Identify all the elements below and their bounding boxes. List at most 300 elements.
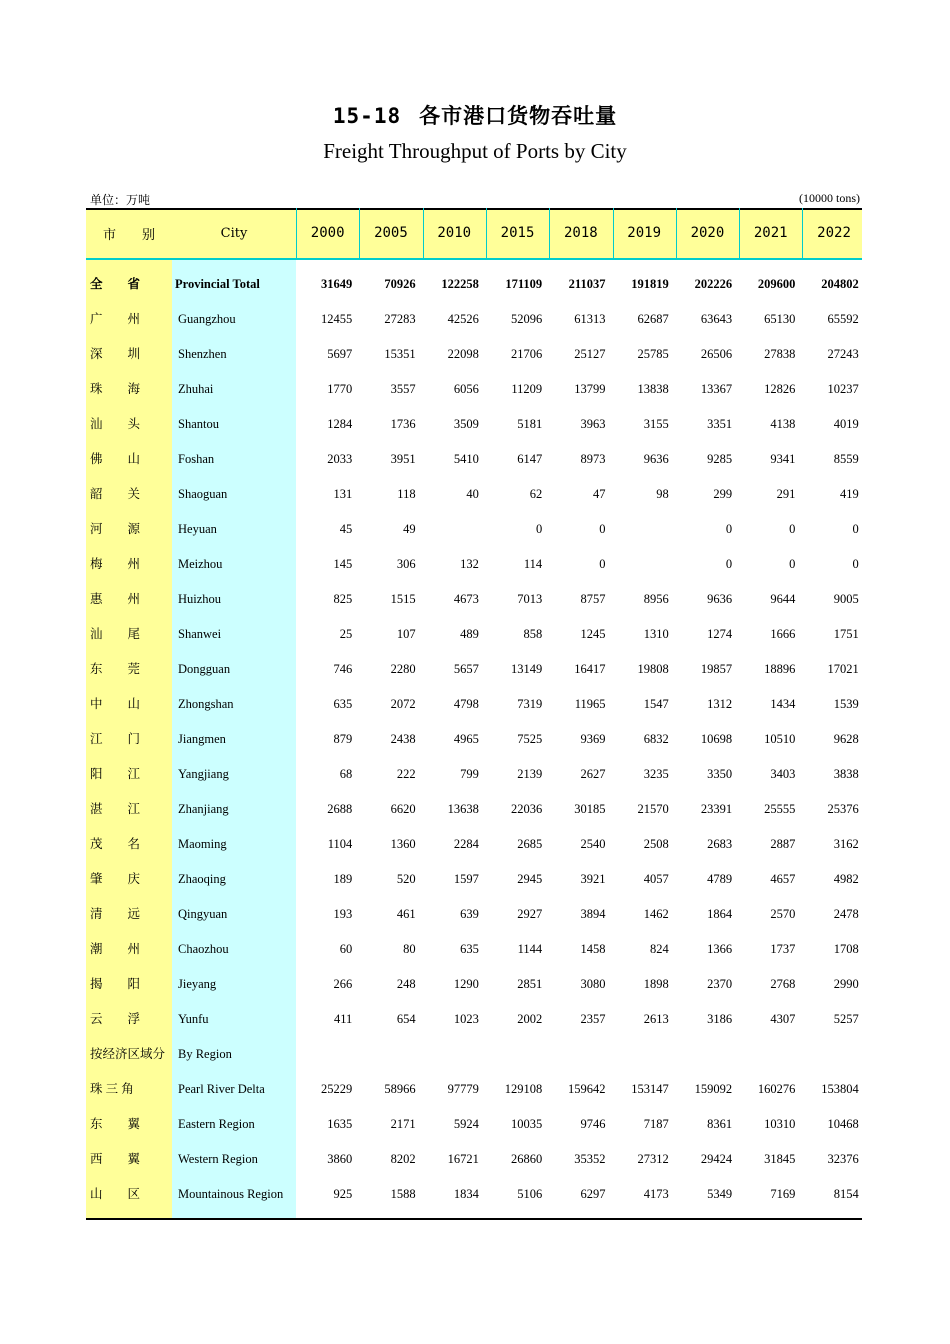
cell-2018: 2357 — [580, 1012, 606, 1026]
table-row — [86, 722, 862, 757]
cell-2018: 61313 — [574, 312, 606, 326]
cell-2020: 13367 — [700, 382, 733, 396]
cell-2021: 3403 — [770, 767, 796, 781]
cell-2018: 1458 — [580, 942, 606, 956]
row-city-en: Qingyuan — [178, 907, 228, 921]
row-city-en: Pearl River Delta — [178, 1082, 265, 1096]
cell-2010: 5924 — [453, 1117, 479, 1131]
cell-2000: 2688 — [327, 802, 353, 816]
cell-2000: 131 — [333, 487, 353, 501]
cell-2020: 2683 — [707, 837, 733, 851]
row-city-en: Zhaoqing — [178, 872, 226, 886]
cell-2015: 858 — [523, 627, 543, 641]
cell-2020: 159092 — [694, 1082, 733, 1096]
cell-2000: 266 — [333, 977, 353, 991]
cell-2015: 114 — [523, 557, 543, 571]
cell-2018: 9369 — [580, 732, 606, 746]
cell-2022: 27243 — [827, 347, 859, 361]
row-city-en: Guangzhou — [178, 312, 236, 326]
table-row — [86, 757, 862, 792]
cell-2018: 3894 — [580, 907, 606, 921]
cell-2000: 189 — [333, 872, 353, 886]
cell-2000: 825 — [333, 592, 353, 606]
cell-2010: 16721 — [447, 1152, 479, 1166]
row-city-en: Chaozhou — [178, 942, 229, 956]
cell-2015: 21706 — [510, 347, 543, 361]
cell-2019: 2508 — [643, 837, 669, 851]
table-row — [86, 582, 862, 617]
row-city-en: By Region — [178, 1047, 232, 1061]
cell-2020 — [676, 1037, 732, 1072]
cell-2022: 153804 — [821, 1082, 859, 1096]
cell-2018: 13799 — [574, 382, 606, 396]
cell-2021: 7169 — [770, 1187, 796, 1201]
cell-2005: 8202 — [390, 1152, 416, 1166]
cell-2019: 824 — [650, 942, 669, 956]
cell-2019: 25785 — [637, 347, 669, 361]
row-city-en: Maoming — [178, 837, 227, 851]
row-city-cn: 东 翼 — [90, 1117, 141, 1131]
cell-2021: 2768 — [770, 977, 796, 991]
cell-2019: 3235 — [643, 767, 669, 781]
cell-2019: 1898 — [643, 977, 669, 991]
cell-2015: 26860 — [510, 1152, 543, 1166]
table-row — [86, 547, 862, 582]
header-year-2018: 2018 — [563, 225, 598, 241]
cell-2020: 1274 — [707, 627, 733, 641]
header-city-en: City — [220, 225, 248, 241]
cell-2000: 411 — [334, 1012, 353, 1026]
table-row — [86, 617, 862, 652]
header-year-2010: 2010 — [437, 225, 472, 241]
cell-2022: 10468 — [827, 1117, 859, 1131]
cell-2015: 2927 — [517, 907, 543, 921]
cell-2022: 10237 — [827, 382, 859, 396]
cell-2005: 15351 — [384, 347, 416, 361]
cell-2000: 68 — [339, 767, 353, 781]
cell-2010: 40 — [466, 487, 479, 501]
cell-2015: 22036 — [510, 802, 543, 816]
row-city-en: Provincial Total — [175, 277, 260, 291]
cell-2019: 153147 — [631, 1082, 669, 1096]
table-row — [86, 442, 862, 477]
row-city-cn: 清 远 — [90, 907, 141, 921]
cell-2015: 13149 — [510, 662, 543, 676]
cell-2019: 9636 — [643, 452, 669, 466]
table-row — [86, 687, 862, 722]
cell-2022: 8559 — [833, 452, 859, 466]
table-bottom-rule — [86, 1218, 862, 1220]
cell-2010: 22098 — [447, 347, 479, 361]
cell-2020: 10698 — [700, 732, 733, 746]
cell-2018: 1245 — [580, 627, 606, 641]
row-city-cn: 韶 关 — [90, 487, 141, 501]
table-row — [86, 407, 862, 442]
cell-2021: 25555 — [764, 802, 796, 816]
cell-2015: 11209 — [511, 382, 543, 396]
cell-2019: 2613 — [643, 1012, 669, 1026]
table-row — [86, 512, 862, 547]
cell-2005: 3557 — [390, 382, 416, 396]
cell-2021: 160276 — [757, 1082, 796, 1096]
table-row — [86, 1037, 862, 1072]
cell-2000: 25 — [339, 627, 353, 641]
row-city-en: Foshan — [178, 452, 215, 466]
cell-2000 — [296, 1037, 352, 1072]
cell-2019: 3155 — [643, 417, 669, 431]
row-city-en: Yangjiang — [178, 767, 229, 781]
cell-2010: 2284 — [453, 837, 479, 851]
cell-2019: 4173 — [643, 1187, 669, 1201]
cell-2005: 70926 — [384, 277, 416, 291]
table-row — [86, 792, 862, 827]
cell-2010: 4965 — [453, 732, 479, 746]
page-title-en: Freight Throughput of Ports by City — [323, 139, 627, 163]
cell-2022: 2478 — [833, 907, 859, 921]
cell-2005: 222 — [396, 767, 416, 781]
cell-2022: 3838 — [833, 767, 859, 781]
cell-2018: 35352 — [574, 1152, 606, 1166]
cell-2020: 3186 — [707, 1012, 733, 1026]
cell-2021: 4657 — [770, 872, 796, 886]
row-city-en: Zhanjiang — [178, 802, 229, 816]
cell-2022: 32376 — [827, 1152, 859, 1166]
cell-2021: 4307 — [770, 1012, 796, 1026]
cell-2010: 5410 — [453, 452, 479, 466]
cell-2019: 98 — [656, 487, 669, 501]
cell-2019: 1547 — [643, 697, 669, 711]
row-city-en: Zhuhai — [178, 382, 214, 396]
cell-2022: 9628 — [833, 732, 859, 746]
table-row — [86, 932, 862, 967]
cell-2005: 654 — [396, 1012, 416, 1026]
page-title-cn: 15-18 各市港口货物吞吐量 — [332, 104, 618, 128]
cell-2015: 5106 — [517, 1187, 543, 1201]
cell-2020: 3351 — [707, 417, 733, 431]
row-city-en: Jieyang — [178, 977, 217, 991]
cell-2005: 461 — [396, 907, 416, 921]
row-city-en: Western Region — [178, 1152, 258, 1166]
cell-2019: 7187 — [643, 1117, 669, 1131]
row-city-en: Mountainous Region — [178, 1187, 284, 1201]
row-city-cn: 云 浮 — [90, 1012, 141, 1026]
cell-2018: 11965 — [574, 697, 606, 711]
cell-2015: 0 — [535, 522, 543, 536]
cell-2020: 19857 — [700, 662, 733, 676]
cell-2019: 8956 — [643, 592, 669, 606]
cell-2000: 145 — [333, 557, 353, 571]
cell-2005: 1736 — [390, 417, 416, 431]
cell-2022: 1539 — [833, 697, 859, 711]
cell-2015: 52096 — [510, 312, 543, 326]
cell-2021: 18896 — [764, 662, 796, 676]
row-city-cn: 按经济区域分 — [90, 1047, 166, 1061]
cell-2019: 19808 — [637, 662, 669, 676]
cell-2018: 0 — [599, 522, 606, 536]
cell-2018: 159642 — [567, 1082, 606, 1096]
cell-2005: 3951 — [390, 452, 416, 466]
cell-2010: 132 — [460, 557, 479, 571]
row-city-cn: 梅 州 — [90, 557, 141, 571]
cell-2018: 2627 — [580, 767, 606, 781]
cell-2000: 5697 — [327, 347, 353, 361]
row-city-cn: 佛 山 — [90, 452, 141, 466]
cell-2020: 9285 — [707, 452, 733, 466]
cell-2000: 60 — [339, 942, 353, 956]
cell-2021: 0 — [789, 522, 796, 536]
table-row — [86, 1177, 862, 1212]
row-city-cn: 河 源 — [90, 522, 141, 536]
cell-2010: 1597 — [453, 872, 479, 886]
cell-2005: 1588 — [390, 1187, 416, 1201]
header-year-2005: 2005 — [374, 225, 408, 241]
cell-2000: 746 — [333, 662, 353, 676]
table-row — [86, 302, 862, 337]
cell-2020: 0 — [725, 522, 733, 536]
row-city-cn: 汕 尾 — [90, 627, 141, 641]
cell-2021: 1666 — [770, 627, 796, 641]
cell-2000: 25229 — [321, 1082, 353, 1096]
cell-2005: 58966 — [384, 1082, 416, 1096]
cell-2005: 2072 — [390, 697, 416, 711]
cell-2022 — [802, 1037, 858, 1072]
cell-2019: 6832 — [643, 732, 669, 746]
cell-2010: 4673 — [453, 592, 479, 606]
cell-2015: 7525 — [517, 732, 543, 746]
cell-2021: 2570 — [770, 907, 796, 921]
row-city-cn: 汕 头 — [90, 417, 141, 431]
unit-label-en: (10000 tons) — [799, 191, 860, 205]
cell-2015: 129108 — [504, 1082, 543, 1096]
row-city-en: Jiangmen — [178, 732, 226, 746]
cell-2019: 191819 — [631, 277, 669, 291]
cell-2005: 2171 — [390, 1117, 416, 1131]
cell-2010: 122258 — [441, 277, 479, 291]
cell-2015: 7013 — [517, 592, 543, 606]
cell-2022: 4019 — [833, 417, 859, 431]
cell-2019: 62687 — [637, 312, 669, 326]
cell-2015: 171109 — [505, 277, 543, 291]
cell-2021: 12826 — [764, 382, 796, 396]
cell-2020: 1366 — [707, 942, 733, 956]
row-city-en: Heyuan — [178, 522, 217, 536]
cell-2020: 299 — [713, 487, 733, 501]
cell-2019: 1310 — [643, 627, 669, 641]
cell-2005: 1515 — [390, 592, 416, 606]
row-city-en: Meizhou — [178, 557, 223, 571]
cell-2022: 5257 — [833, 1012, 859, 1026]
cell-2005: 306 — [396, 557, 416, 571]
row-city-cn: 深 圳 — [90, 347, 141, 361]
cell-2010: 799 — [460, 767, 479, 781]
cell-2018: 211037 — [568, 277, 606, 291]
row-city-en: Zhongshan — [178, 697, 234, 711]
row-city-en: Yunfu — [178, 1012, 209, 1026]
cell-2018: 30185 — [574, 802, 606, 816]
cell-2000: 193 — [333, 907, 353, 921]
cell-2021: 2887 — [770, 837, 796, 851]
cell-2005: 6620 — [390, 802, 416, 816]
cell-2010: 489 — [460, 627, 479, 641]
cell-2000: 45 — [339, 522, 353, 536]
cell-2021: 209600 — [757, 277, 796, 291]
row-city-cn: 西 翼 — [90, 1152, 141, 1166]
cell-2022: 3162 — [833, 837, 859, 851]
cell-2018: 2540 — [580, 837, 606, 851]
header-year-2000: 2000 — [310, 225, 345, 241]
table-row — [86, 1002, 862, 1037]
cell-2018 — [549, 1037, 605, 1072]
row-city-cn: 惠 州 — [90, 592, 141, 606]
table-row — [86, 967, 862, 1002]
cell-2000: 925 — [333, 1187, 353, 1201]
row-city-cn: 肇 庆 — [90, 872, 141, 886]
cell-2021: 9644 — [770, 592, 796, 606]
header-year-2022: 2022 — [817, 225, 851, 241]
row-city-cn: 江 门 — [90, 732, 141, 746]
cell-2018: 3963 — [580, 417, 606, 431]
cell-2021: 291 — [776, 487, 796, 501]
table-number: 15-18 — [332, 104, 402, 128]
cell-2020: 1864 — [707, 907, 733, 921]
cell-2020: 29424 — [700, 1152, 733, 1166]
cell-2005: 49 — [403, 522, 416, 536]
cell-2018: 6297 — [580, 1187, 606, 1201]
cell-2010: 1023 — [453, 1012, 479, 1026]
cell-2020: 4789 — [707, 872, 733, 886]
table-row — [86, 862, 862, 897]
cell-2021: 65130 — [764, 312, 796, 326]
header-year-2021: 2021 — [753, 225, 788, 241]
cell-2018: 3080 — [580, 977, 606, 991]
header-year-2015: 2015 — [500, 225, 535, 241]
table-row — [86, 897, 862, 932]
cell-2015: 2002 — [517, 1012, 543, 1026]
cell-2005: 2280 — [390, 662, 416, 676]
cell-2021: 10310 — [764, 1117, 796, 1131]
cell-2000: 2033 — [327, 452, 353, 466]
cell-2018: 8973 — [580, 452, 606, 466]
row-city-cn: 湛 江 — [90, 802, 141, 816]
cell-2022: 8154 — [833, 1187, 859, 1201]
row-city-cn: 广 州 — [90, 312, 141, 326]
cell-2022: 25376 — [827, 802, 859, 816]
cell-2005: 27283 — [384, 312, 416, 326]
cell-2022: 0 — [852, 557, 859, 571]
header-year-2020: 2020 — [690, 225, 725, 241]
cell-2018: 47 — [592, 487, 606, 501]
row-city-en: Huizhou — [178, 592, 222, 606]
cell-2010: 1290 — [453, 977, 479, 991]
cell-2015: 1144 — [517, 942, 543, 956]
cell-2000: 12455 — [321, 312, 353, 326]
row-city-en: Dongguan — [178, 662, 231, 676]
cell-2015: 7319 — [517, 697, 543, 711]
header-rule — [86, 258, 862, 260]
cell-2010: 639 — [460, 907, 479, 921]
cell-2022: 65592 — [827, 312, 859, 326]
table-row — [86, 827, 862, 862]
table-row — [86, 652, 862, 687]
cell-2005: 118 — [397, 487, 416, 501]
cell-2000: 1770 — [327, 382, 353, 396]
cell-2019 — [613, 512, 669, 547]
cell-2018: 25127 — [574, 347, 606, 361]
cell-2005 — [359, 1037, 415, 1072]
cell-2021: 1434 — [770, 697, 796, 711]
unit-label-cn: 单位：万吨 — [90, 193, 151, 207]
cell-2005: 1360 — [390, 837, 416, 851]
cell-2000: 3860 — [327, 1152, 353, 1166]
cell-2015: 2139 — [517, 767, 543, 781]
cell-2021: 4138 — [770, 417, 796, 431]
cell-2020: 8361 — [707, 1117, 733, 1131]
cell-2015: 2685 — [517, 837, 543, 851]
cell-2022: 0 — [852, 522, 859, 536]
cell-2015: 2851 — [517, 977, 543, 991]
cell-2019: 13838 — [637, 382, 669, 396]
cell-2020: 26506 — [700, 347, 733, 361]
table-row — [86, 267, 862, 302]
cell-2010: 3509 — [453, 417, 479, 431]
cell-2020: 0 — [725, 557, 733, 571]
cell-2005: 248 — [396, 977, 416, 991]
cell-2022: 1708 — [833, 942, 859, 956]
cell-2000: 879 — [333, 732, 353, 746]
cell-2018: 16417 — [574, 662, 606, 676]
cell-2000: 1104 — [327, 837, 353, 851]
cell-2010: 42526 — [447, 312, 479, 326]
cell-2022: 419 — [839, 487, 859, 501]
cell-2022: 204802 — [821, 277, 859, 291]
row-city-cn: 东 莞 — [90, 662, 141, 676]
cell-2000: 1284 — [327, 417, 353, 431]
cell-2021: 27838 — [764, 347, 796, 361]
cell-2021: 9341 — [770, 452, 796, 466]
cell-2021: 10510 — [764, 732, 796, 746]
cell-2019: 1462 — [643, 907, 669, 921]
cell-2018: 9746 — [580, 1117, 606, 1131]
cell-2015: 2945 — [517, 872, 543, 886]
cell-2000: 31649 — [321, 277, 353, 291]
cell-2020: 63643 — [700, 312, 733, 326]
cell-2021: 0 — [789, 557, 796, 571]
row-city-cn: 山 区 — [90, 1187, 141, 1201]
cell-2019: 27312 — [637, 1152, 669, 1166]
cell-2021 — [739, 1037, 795, 1072]
cell-2010: 5657 — [453, 662, 479, 676]
cell-2005: 2438 — [390, 732, 416, 746]
row-city-cn: 潮 州 — [90, 942, 141, 956]
cell-2015: 6147 — [517, 452, 543, 466]
cell-2019: 21570 — [637, 802, 669, 816]
row-city-en: Shaoguan — [178, 487, 228, 501]
cell-2020: 1312 — [707, 697, 733, 711]
cell-2000: 635 — [333, 697, 353, 711]
row-city-cn: 茂 名 — [90, 837, 141, 851]
table-row — [86, 477, 862, 512]
row-city-cn: 阳 江 — [90, 767, 141, 781]
cell-2005: 107 — [396, 627, 416, 641]
data-table — [86, 208, 862, 1220]
row-city-cn: 揭 阳 — [90, 977, 141, 991]
cell-2010 — [423, 512, 479, 547]
cell-2020: 5349 — [707, 1187, 733, 1201]
cell-2021: 31845 — [764, 1152, 796, 1166]
cell-2020: 2370 — [707, 977, 733, 991]
row-city-cn: 珠 三 角 — [90, 1082, 134, 1096]
cell-2015: 5181 — [517, 417, 543, 431]
